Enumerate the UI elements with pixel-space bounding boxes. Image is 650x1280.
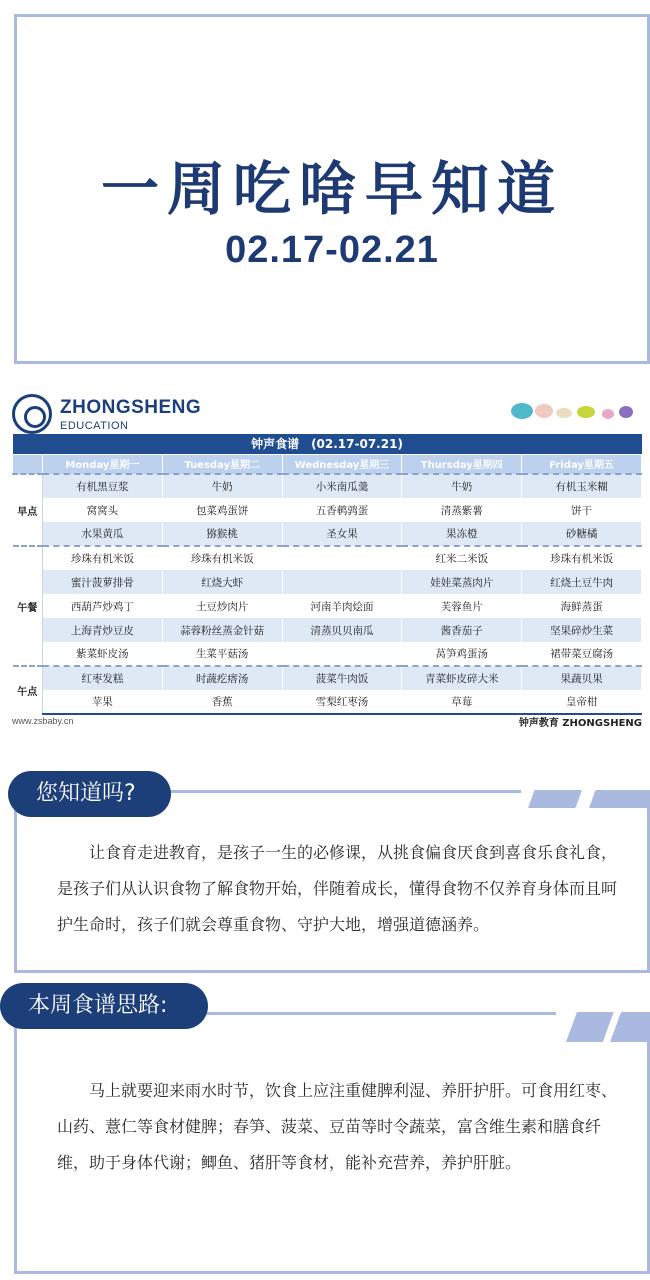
menu-item: 圣女果: [282, 522, 402, 546]
menu-item: 砂糖橘: [522, 522, 642, 546]
menu-item: 牛奶: [402, 474, 522, 498]
menu-item: 香蕉: [162, 690, 282, 714]
menu-item: 土豆炒肉片: [162, 594, 282, 618]
menu-image: [0, 374, 650, 736]
meal-label: 午餐: [13, 546, 43, 666]
menu-item: 珍珠有机米饭: [162, 546, 282, 570]
menu-item: 紫菜虾皮汤: [43, 642, 163, 666]
menu-row: [13, 546, 642, 570]
menu-idea-card: [14, 1012, 650, 1274]
section-tag-menu-idea: 本周食谱思路:: [0, 983, 208, 1029]
menu-item: [282, 546, 402, 570]
menu-item: 西葫芦炒鸡丁: [43, 594, 163, 618]
menu-item: 珍珠有机米饭: [522, 546, 642, 570]
brand-sub: EDUCATION: [60, 420, 129, 432]
menu-item: 红米二米饭: [402, 546, 522, 570]
menu-row: [13, 690, 642, 714]
menu-item: 有机玉米糊: [522, 474, 642, 498]
day-header: Monday星期一: [43, 454, 163, 474]
menu-item: 皇帝柑: [522, 690, 642, 714]
menu-item: 猕猴桃: [162, 522, 282, 546]
menu-caption: 钟声食谱 (02.17-07.21): [13, 434, 642, 454]
menu-row: [13, 666, 642, 690]
menu-item: 红枣发糕: [43, 666, 163, 690]
date-range: 02.17-02.21: [225, 229, 439, 271]
menu-item: 清蒸紫薯: [402, 498, 522, 522]
menu-item: 红烧大虾: [162, 570, 282, 594]
menu-row: [13, 570, 642, 594]
menu-item: 坚果碎炒生菜: [522, 618, 642, 642]
menu-item: 珍珠有机米饭: [43, 546, 163, 570]
menu-item: 小米南瓜羹: [282, 474, 402, 498]
menu-item: 海鲜蒸蛋: [522, 594, 642, 618]
day-header: Thursday星期四: [402, 454, 522, 474]
menu-item: 蒜蓉粉丝蒸金针菇: [162, 618, 282, 642]
menu-item: 苹果: [43, 690, 163, 714]
corner-cell: [13, 454, 43, 474]
animals-decoration-icon: [508, 396, 638, 422]
menu-idea-text: 马上就要迎来雨水时节，饮食上应注重健脾利湿、养肝护肝。可食用红枣、山药、薏仁等食材健脾；春笋、菠菜、豆苗等时令蔬菜，富含维生素和膳食纤维，助于身体代谢；鲫鱼、猪肝等食材，能补充营养，养护肝脏。: [57, 1081, 618, 1172]
menu-item: [282, 570, 402, 594]
did-you-know-card: [14, 790, 650, 973]
menu-item: 果冻橙: [402, 522, 522, 546]
menu-item: 牛奶: [162, 474, 282, 498]
menu-item: 雪梨红枣汤: [282, 690, 402, 714]
menu-table: [12, 434, 642, 715]
menu-item: 生菜平菇汤: [162, 642, 282, 666]
menu-item: 清蒸贝贝南瓜: [282, 618, 402, 642]
day-header: Friday星期五: [522, 454, 642, 474]
menu-item: 水果黄瓜: [43, 522, 163, 546]
card-divider: [176, 790, 521, 793]
day-header: Tuesday星期二: [162, 454, 282, 474]
menu-item: 草莓: [402, 690, 522, 714]
brand: [12, 394, 312, 436]
menu-item: 五香鹌鹑蛋: [282, 498, 402, 522]
menu-item: 蜜汁菠萝排骨: [43, 570, 163, 594]
stripe-decoration: [521, 790, 650, 808]
title-card: [14, 14, 650, 364]
menu-row: [13, 498, 642, 522]
menu-item: 青菜虾皮碎大米: [402, 666, 522, 690]
menu-item: 饼干: [522, 498, 642, 522]
site-url: www.zsbaby.cn: [12, 716, 74, 726]
meal-label: 午点: [13, 666, 43, 714]
menu-item: 包菜鸡蛋饼: [162, 498, 282, 522]
footer-brand: 钟声教育 ZHONGSHENG: [518, 718, 642, 729]
menu-item: 裙带菜豆腐汤: [522, 642, 642, 666]
menu-item: 红烧土豆牛肉: [522, 570, 642, 594]
menu-item: 娃娃菜蒸肉片: [402, 570, 522, 594]
menu-row: [13, 522, 642, 546]
menu-item: 河南羊肉烩面: [282, 594, 402, 618]
menu-item: 酱香茄子: [402, 618, 522, 642]
day-header: Wednesday星期三: [282, 454, 402, 474]
section-tag-did-you-know: 您知道吗?: [8, 771, 171, 817]
did-you-know-text: 让食育走进教育，是孩子一生的必修课，从挑食偏食厌食到喜食乐食礼食，是孩子们从认识食物了解食物开始，伴随着成长，懂得食物不仅养育身体而且呵护生命时，孩子们就会尊重食物、守护大地，增强道德涵养。: [57, 843, 618, 934]
menu-item: 芙蓉鱼片: [402, 594, 522, 618]
menu-row: [13, 594, 642, 618]
meal-label: 早点: [13, 474, 43, 546]
brand-name: ZHONGSHENG: [60, 397, 202, 418]
menu-row: [13, 618, 642, 642]
stripe-decoration: [556, 1012, 650, 1042]
menu-row: [13, 642, 642, 666]
menu-item: 窝窝头: [43, 498, 163, 522]
school-logo-icon: [12, 394, 52, 434]
menu-item: 菠菜牛肉饭: [282, 666, 402, 690]
menu-item: [282, 642, 402, 666]
menu-item: 莴笋鸡蛋汤: [402, 642, 522, 666]
page-title: 一周吃啥早知道: [100, 155, 563, 223]
menu-item: 上海青炒豆皮: [43, 618, 163, 642]
menu-row: [13, 474, 642, 498]
menu-item: 有机黑豆浆: [43, 474, 163, 498]
menu-item: 果蔬贝果: [522, 666, 642, 690]
menu-item: 时蔬疙瘩汤: [162, 666, 282, 690]
